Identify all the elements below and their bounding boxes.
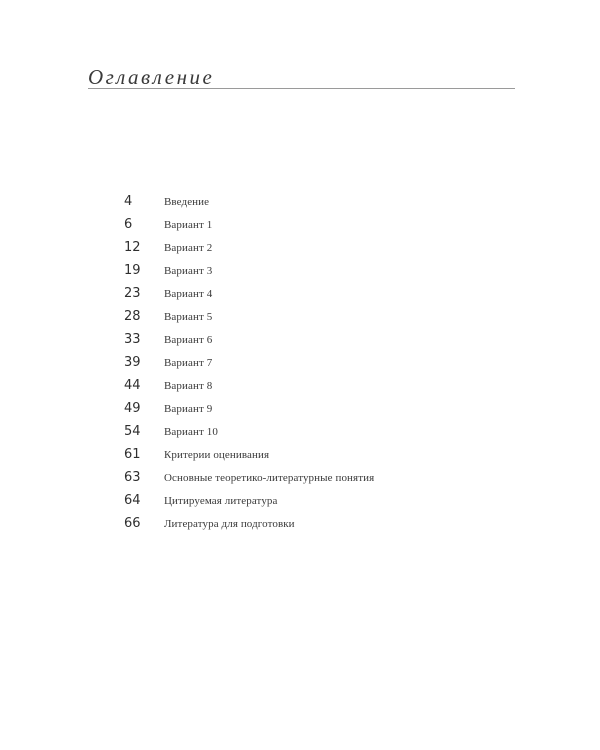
toc-page-number: 44 [124, 378, 141, 393]
toc-entry-preparation-literature[interactable] [124, 512, 374, 535]
toc-page-number: 12 [124, 240, 141, 255]
toc-page-number: 28 [124, 309, 141, 324]
toc-entry-label: Вариант 8 [164, 379, 213, 392]
toc-entry-label: Вариант 2 [164, 241, 213, 254]
toc-entry-label: Литература для подготовки [164, 517, 295, 530]
page-title: Оглавление [88, 65, 215, 89]
toc-entry-variant-10[interactable] [124, 420, 374, 443]
toc-entry-variant-4[interactable] [124, 282, 374, 305]
toc-page-number: 49 [124, 401, 141, 416]
toc-entry-label: Вариант 5 [164, 310, 213, 323]
toc-entry-label: Вариант 1 [164, 218, 213, 231]
toc-entry-label: Вариант 10 [164, 425, 218, 438]
toc-entry-variant-1[interactable] [124, 213, 374, 236]
toc-entry-cited-literature[interactable] [124, 489, 374, 512]
toc-entry-variant-5[interactable] [124, 305, 374, 328]
toc-page-number: 6 [124, 217, 133, 232]
toc-entry-variant-2[interactable] [124, 236, 374, 259]
toc-entry-label: Критерии оценивания [164, 448, 270, 461]
toc-page-number: 33 [124, 332, 141, 347]
toc-entry-label: Основные теоретико-литературные понятия [164, 471, 375, 484]
toc-entry-label: Вариант 7 [164, 356, 213, 369]
toc-page-number: 63 [124, 470, 141, 485]
toc-entry-label: Вариант 3 [164, 264, 213, 277]
toc-entry-assessment-criteria[interactable] [124, 443, 374, 466]
toc-entry-label: Вариант 4 [164, 287, 213, 300]
toc-entry-introduction[interactable] [124, 190, 374, 213]
toc-entry-label: Цитируемая литература [164, 494, 278, 507]
toc-entry-variant-7[interactable] [124, 351, 374, 374]
toc-entry-variant-8[interactable] [124, 374, 374, 397]
toc-entry-label: Вариант 9 [164, 402, 213, 415]
toc-page-number: 66 [124, 516, 141, 531]
table-of-contents [124, 190, 374, 535]
toc-entry-variant-3[interactable] [124, 259, 374, 282]
toc-page-number: 19 [124, 263, 141, 278]
toc-entry-literary-concepts[interactable] [124, 466, 374, 489]
title-underline [88, 88, 515, 89]
toc-page-number: 23 [124, 286, 141, 301]
toc-page-number: 61 [124, 447, 141, 462]
toc-entry-label: Вариант 6 [164, 333, 213, 346]
toc-page-number: 4 [124, 194, 133, 209]
toc-page-number: 54 [124, 424, 141, 439]
toc-page-number: 39 [124, 355, 141, 370]
toc-page-number: 64 [124, 493, 141, 508]
toc-entry-label: Введение [164, 195, 210, 208]
toc-entry-variant-6[interactable] [124, 328, 374, 351]
toc-entry-variant-9[interactable] [124, 397, 374, 420]
